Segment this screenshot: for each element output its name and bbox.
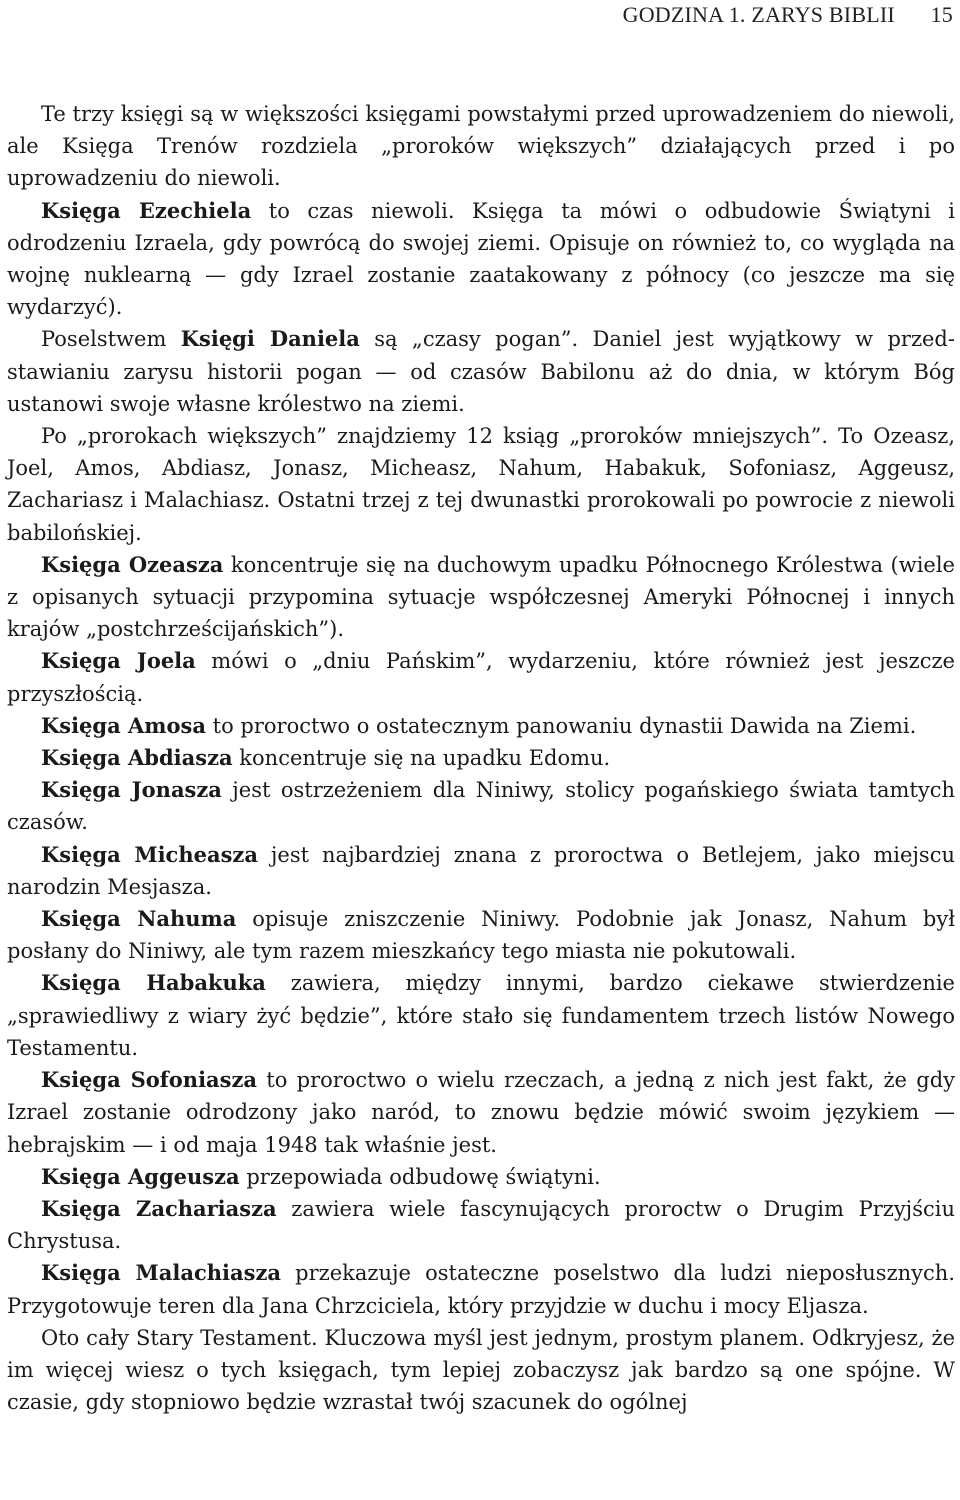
book-name: Księga Micheasza (41, 841, 258, 867)
paragraph (7, 323, 955, 420)
paragraph (7, 549, 955, 646)
paragraph (7, 1193, 955, 1257)
book-name: Księga Ezechiela (41, 197, 252, 223)
paragraph-text: opisuje zniszczenie Niniwy. Podobnie jak Jonasz, Nahum był posłany do Niniwy, ale tym razem mieszkańcy tego miasta nie pokutowali. (7, 907, 956, 964)
paragraph-text: przepowiada odbudowę świątyni. (239, 1164, 601, 1189)
paragraph-text: zawiera wiele fascynujących proroctw o Drugim Przyjściu Chrystusa. (7, 1196, 955, 1254)
book-name: Księga Habakuka (41, 970, 266, 996)
paragraph (7, 645, 955, 709)
paragraph-text: koncentruje się na upadku Edomu. (232, 746, 611, 771)
paragraph (7, 1161, 955, 1193)
chapter-title: GODZINA 1. ZARYS BIBLII (622, 2, 895, 27)
running-head (623, 2, 953, 28)
paragraph (7, 1064, 955, 1161)
paragraph (7, 420, 955, 549)
paragraph-text: są „czasy pogan”. Daniel jest wyjątkowy w przedstawianiu zarysu historii pogan — od czasów Babilonu aż do dnia, w którym Bóg ustanowi swoje własne królestwo na ziemi. (7, 327, 955, 416)
paragraph-text: jest najbardziej znana z proroctwa o Betlejem, jako miejscu narodzin Mesjasza. (7, 842, 955, 899)
paragraph (7, 903, 955, 967)
paragraph-text: zawiera, między innymi, bardzo ciekawe stwierdzenie „sprawiedliwy z wiary żyć będzie”, które stało się fundamentem trzech listów Nowego Testamentu. (7, 971, 955, 1060)
paragraph (7, 98, 955, 195)
book-name: Księga Abdiasza (41, 745, 233, 771)
book-name: Księga Ozeasza (41, 551, 224, 577)
paragraph (7, 710, 955, 742)
paragraph (7, 742, 955, 774)
book-name: Księga Malachiasza (41, 1260, 281, 1286)
paragraph-text: przekazuje ostateczne poselstwo dla ludzi nieposłusznych. Przygotowuje teren dla Jana Chrzciciela, który przyjdzie w duchu i mocy Eljasza. (7, 1261, 955, 1318)
paragraph (7, 774, 955, 838)
paragraph (7, 1257, 955, 1321)
paragraph (7, 195, 955, 324)
paragraph-text: to proroctwo o ostatecznym panowaniu dynastii Dawida na Ziemi. (205, 713, 917, 738)
paragraph-text: Oto cały Stary Testament. Kluczowa myśl jest jednym, prostym planem. Odkryjesz, że im więcej wiesz o tych księgach, tym lepiej zobaczysz jak bardzo są one spójne. W czasie, gdy stopniowo będzie wzrastał twój szacunek do ogólnej (7, 1325, 955, 1415)
book-name: Księgi Daniela (180, 326, 360, 352)
paragraph (7, 839, 955, 903)
book-name: Księga Nahuma (41, 906, 237, 932)
book-name: Księga Jonasza (41, 777, 222, 803)
paragraph-text: to proroctwo o wielu rzeczach, a jedną z nich jest fakt, że gdy Izrael zostanie odrodzony jako naród, to znowu będzie mówić swoim językiem — hebrajskim — i od maja 1948 tak właśnie jest. (7, 1068, 955, 1157)
book-name: Księga Aggeusza (41, 1163, 240, 1189)
paragraph-text: jest ostrzeżeniem dla Niniwy, stolicy pogańskiego świata tamtych czasów. (7, 778, 956, 835)
paragraph (7, 1322, 955, 1419)
paragraph (7, 967, 955, 1064)
book-name: Księga Sofoniasza (41, 1067, 258, 1093)
book-name: Księga Amosa (41, 712, 206, 738)
book-name: Księga Zachariasza (41, 1195, 277, 1221)
paragraph-text: Po „prorokach większych” znajdziemy 12 ksiąg „proroków mniejszych”. To Ozeasz, Joel, Amos, Abdiasz, Jonasz, Micheasz, Nahum, Habakuk, Sofoniasz, Aggeusz, Zachariasz i Malachiasz. Ostatni trzej z tej dwunastki prorokowali po powrocie z niewoli babilońskiej. (7, 424, 955, 545)
paragraph-lead: Poselstwem (41, 327, 181, 352)
body-text (7, 98, 955, 1418)
paragraph-text: mówi o „dniu Pańskim”, wydarzeniu, które również jest jeszcze przyszłością. (7, 649, 955, 706)
book-name: Księga Joela (41, 648, 196, 674)
paragraph-text: to czas niewoli. Księga ta mówi o odbudowie Świątyni i odrodzeniu Izraela, gdy powrócą do swojej ziemi. Opisuje on również to, co wygląda na wojnę nuklearną — gdy Izrael zostanie zaatakowany z północy (co jeszcze ma się wydarzyć). (7, 198, 955, 320)
page-number: 15 (930, 2, 953, 27)
paragraph-text: Te trzy księgi są w większości księgami powstałymi przed uprowadzeniem do niewoli, ale Księga Trenów rozdziela „proroków większych” działających przed i po uprowadzeniu do niewoli. (7, 102, 955, 191)
paragraph-text: koncentruje się na duchowym upadku Północnego Królestwa (wiele z opisanych sytuacji przypomina sytuacje współczesnej Ameryki Północnej i innych krajów „postchrześcijańskich”). (7, 552, 955, 642)
